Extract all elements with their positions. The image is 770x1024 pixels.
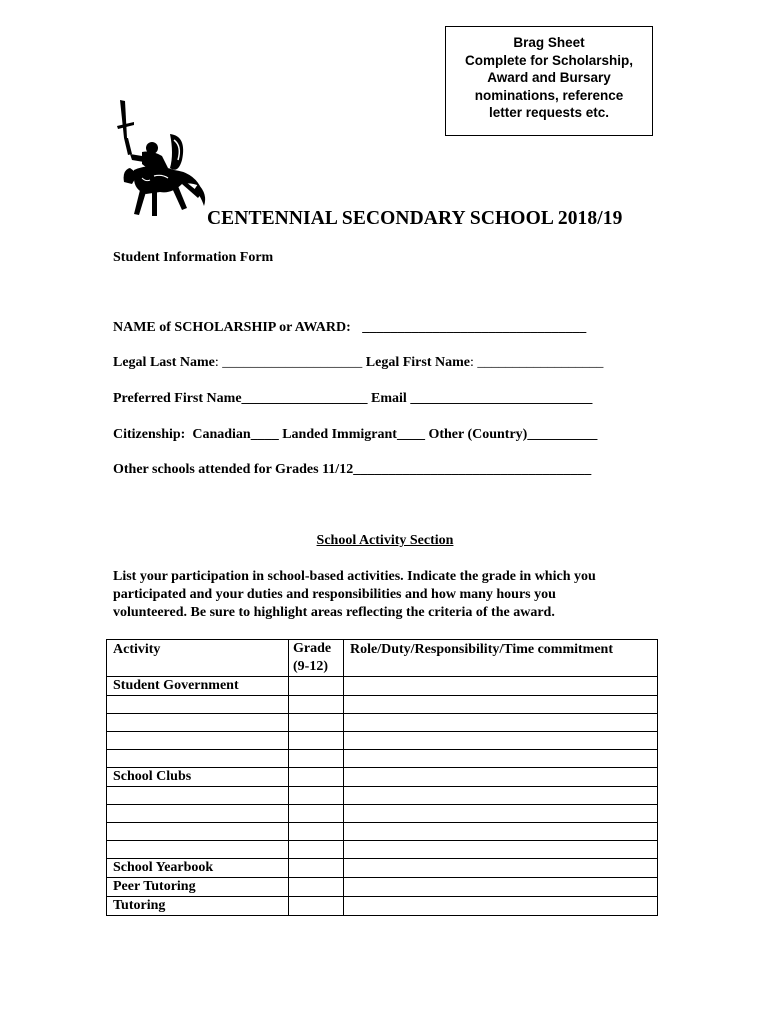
role-cell[interactable] [344, 823, 658, 841]
grade-cell[interactable] [289, 750, 344, 768]
citizenship-other[interactable]: Other (Country)__________ [428, 427, 598, 442]
table-row [107, 841, 658, 859]
role-cell[interactable] [344, 878, 658, 897]
table-row [107, 787, 658, 805]
table-row [107, 696, 658, 714]
brag-line-4: nominations, reference [474, 87, 624, 103]
centaur-knight-logo-icon [112, 98, 208, 220]
table-row [107, 823, 658, 841]
activity-cell: School Clubs [107, 768, 289, 787]
activity-cell: School Yearbook [107, 859, 289, 878]
activity-table [106, 639, 658, 916]
table-row [107, 897, 658, 916]
role-cell[interactable] [344, 696, 658, 714]
grade-cell[interactable] [289, 714, 344, 732]
activity-cell[interactable] [107, 696, 289, 714]
legal-first-blank[interactable]: __________________ [473, 355, 604, 370]
table-row [107, 732, 658, 750]
activity-cell[interactable] [107, 750, 289, 768]
activity-cell[interactable] [107, 841, 289, 859]
activity-cell[interactable] [107, 714, 289, 732]
activity-cell[interactable] [107, 823, 289, 841]
grade-cell[interactable] [289, 859, 344, 878]
legal-last-label: Legal Last Name [113, 355, 215, 370]
role-cell[interactable] [344, 714, 658, 732]
grade-cell[interactable] [289, 823, 344, 841]
instruction-line: List your participation in school-based activities. Indicate the grade in which you [113, 569, 596, 584]
activity-section-title: School Activity Section [316, 533, 454, 548]
table-row [107, 878, 658, 897]
role-cell[interactable] [344, 841, 658, 859]
other-schools-label: Other schools attended for Grades 11/12 [113, 462, 354, 477]
grade-cell[interactable] [289, 878, 344, 897]
activity-cell: Peer Tutoring [107, 878, 289, 897]
role-cell[interactable] [344, 805, 658, 823]
role-cell[interactable] [344, 897, 658, 916]
brag-sheet-box [445, 26, 653, 136]
brag-line-3: Award and Bursary [487, 70, 611, 85]
preferred-blank[interactable]: __________________ [241, 391, 368, 406]
scholarship-blank[interactable]: ________________________________ [362, 320, 587, 335]
grade-cell[interactable] [289, 841, 344, 859]
brag-line-2: Complete for Scholarship, [464, 52, 634, 68]
role-cell[interactable] [344, 750, 658, 768]
table-row [107, 859, 658, 878]
citizenship-landed[interactable]: Landed Immigrant____ [282, 427, 425, 442]
table-row [107, 768, 658, 787]
table-row [107, 805, 658, 823]
activity-cell: Student Government [107, 677, 289, 696]
legal-last-blank[interactable]: ____________________ [218, 355, 363, 370]
role-cell[interactable] [344, 732, 658, 750]
preferred-label: Preferred First Name [113, 391, 242, 406]
activity-cell[interactable] [107, 787, 289, 805]
table-row [107, 677, 658, 696]
other-schools-line [113, 462, 591, 478]
role-cell[interactable] [344, 768, 658, 787]
table-row [107, 714, 658, 732]
instruction-line: participated and your duties and responsibilities and how many hours you [113, 587, 556, 602]
table-header-row [107, 640, 658, 677]
activity-cell[interactable] [107, 732, 289, 750]
form-title: Student Information Form [113, 250, 274, 265]
header-grade-line1: Grade [293, 641, 332, 656]
preferred-email-line [113, 391, 592, 407]
scholarship-label: NAME of SCHOLARSHIP or AWARD: [113, 320, 351, 335]
legal-first-colon: : [469, 355, 474, 370]
scholarship-line [113, 320, 586, 336]
email-label: Email [371, 391, 407, 406]
activity-instructions [113, 568, 673, 622]
role-cell[interactable] [344, 677, 658, 696]
other-schools-blank[interactable]: __________________________________ [353, 462, 592, 477]
instruction-line: volunteered. Be sure to highlight areas reflecting the criteria of the award. [113, 605, 555, 620]
grade-cell[interactable] [289, 677, 344, 696]
activity-cell: Tutoring [107, 897, 289, 916]
role-cell[interactable] [344, 859, 658, 878]
grade-cell[interactable] [289, 897, 344, 916]
header-grade [289, 640, 344, 677]
school-title: CENTENNIAL SECONDARY SCHOOL 2018/19 [207, 208, 623, 229]
table-row [107, 750, 658, 768]
grade-cell[interactable] [289, 805, 344, 823]
email-blank[interactable]: __________________________ [410, 391, 593, 406]
grade-cell[interactable] [289, 787, 344, 805]
activity-cell[interactable] [107, 805, 289, 823]
grade-cell[interactable] [289, 696, 344, 714]
legal-name-line [113, 355, 603, 371]
legal-first-label: Legal First Name [365, 355, 470, 370]
brag-line-5: letter requests etc. [488, 105, 610, 120]
citizenship-label: Citizenship: [113, 427, 186, 442]
grade-cell[interactable] [289, 732, 344, 750]
header-grade-line2: (9-12) [293, 659, 328, 674]
grade-cell[interactable] [289, 768, 344, 787]
header-activity: Activity [107, 640, 289, 677]
legal-last-colon: : [214, 355, 219, 370]
brag-line-1: Brag Sheet [513, 35, 585, 50]
citizenship-canadian[interactable]: Canadian____ [192, 427, 279, 442]
role-cell[interactable] [344, 787, 658, 805]
header-role: Role/Duty/Responsibility/Time commitment [344, 640, 658, 677]
citizenship-line [113, 427, 597, 443]
